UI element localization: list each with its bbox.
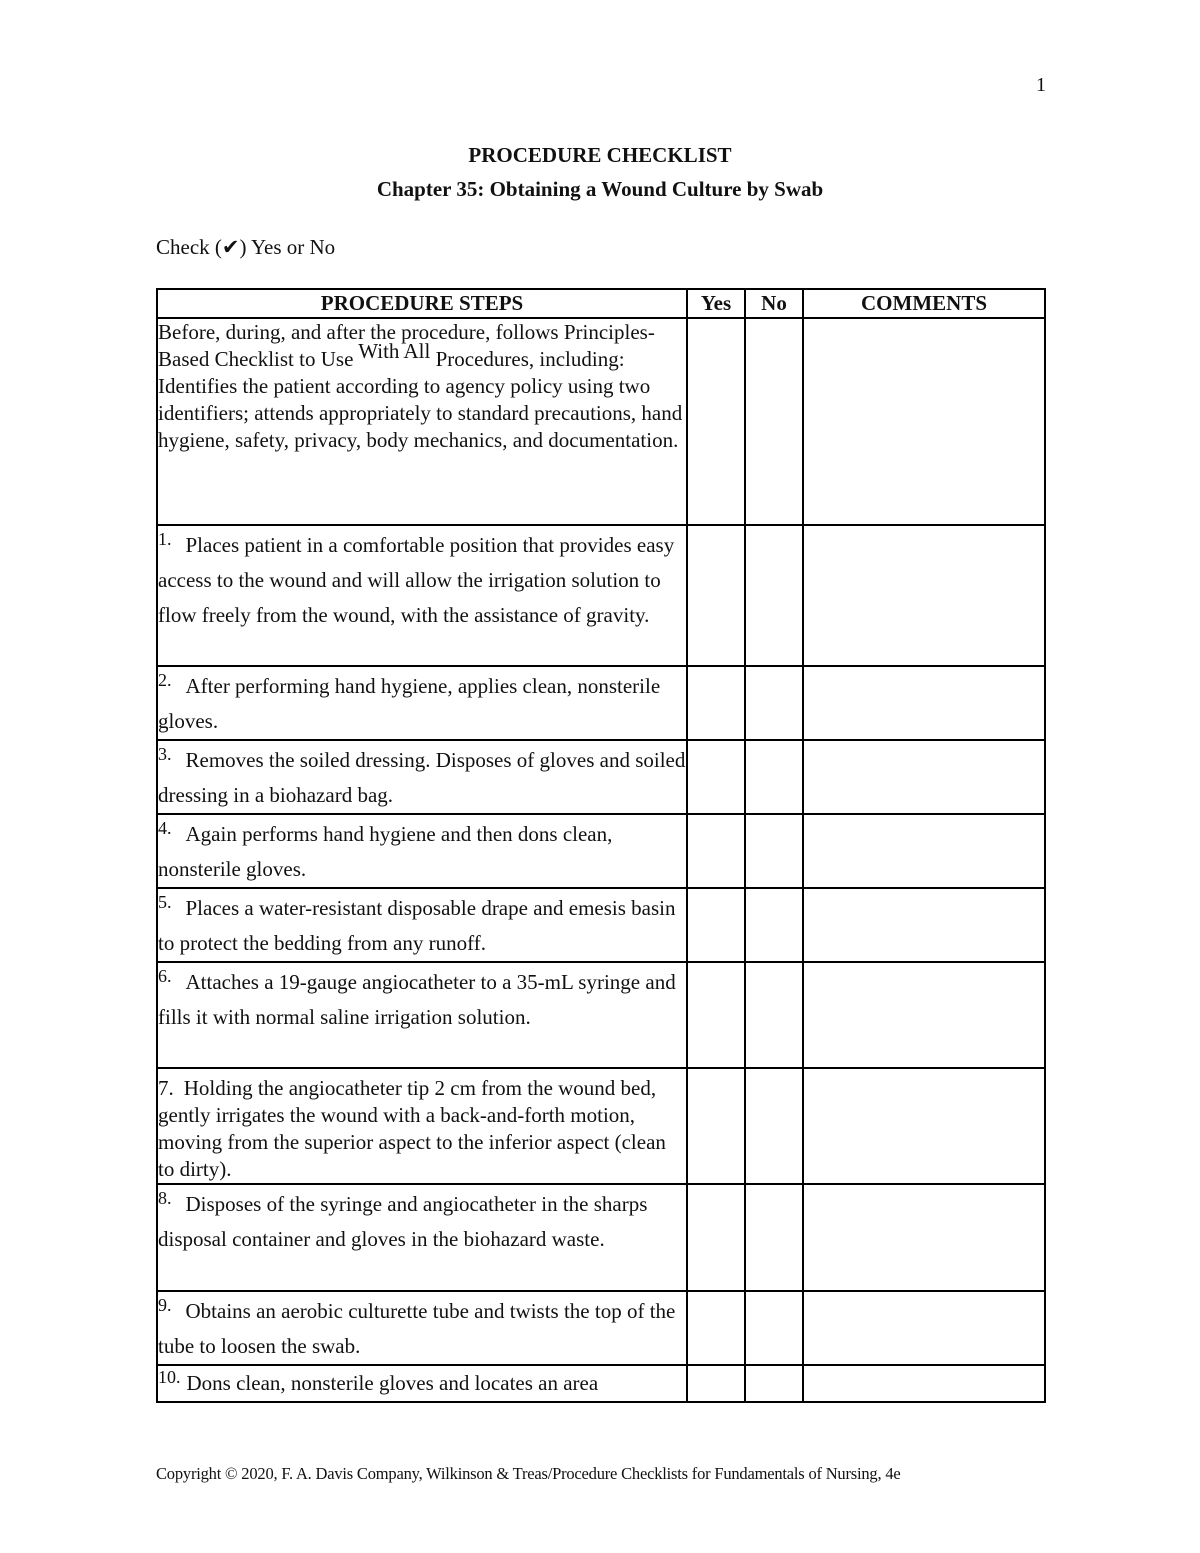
page-number: 1 (1036, 74, 1046, 96)
step-number: 4. (158, 818, 172, 838)
yes-checkbox-cell[interactable] (687, 525, 745, 666)
step-cell (157, 1365, 687, 1402)
table-row (157, 1365, 1045, 1402)
no-checkbox-cell[interactable] (745, 962, 803, 1068)
table-row (157, 740, 1045, 814)
step-cell (157, 962, 687, 1068)
step-text: Dons clean, nonsterile gloves and locates an area (186, 1371, 599, 1395)
comments-cell[interactable] (803, 888, 1045, 962)
table-row (157, 888, 1045, 962)
copyright-footer: Copyright © 2020, F. A. Davis Company, Wilkinson & Treas/Procedure Checklists for Fundamentals of Nursing, 4e (156, 1464, 901, 1483)
no-checkbox-cell[interactable] (745, 1184, 803, 1291)
table-row (157, 962, 1045, 1068)
no-checkbox-cell[interactable] (745, 318, 803, 525)
step-cell (157, 740, 687, 814)
intro-text-part3: Procedures, including: Identifies the patient according to agency policy using two identifiers; attends appropriately to standard precautions, hand hygiene, safety, privacy, body mechanics, and documentation. (158, 347, 683, 452)
no-checkbox-cell[interactable] (745, 888, 803, 962)
step-cell (157, 525, 687, 666)
page-title: PROCEDURE CHECKLIST (468, 143, 732, 167)
table-row (157, 525, 1045, 666)
table-row (157, 666, 1045, 740)
column-header-yes: Yes (687, 289, 745, 318)
check-instruction: Check (✔) Yes or No (156, 235, 336, 259)
step-cell (157, 814, 687, 888)
yes-checkbox-cell[interactable] (687, 318, 745, 525)
step-text: After performing hand hygiene, applies clean, nonsterile gloves. (158, 674, 661, 733)
comments-cell[interactable] (803, 1184, 1045, 1291)
table-row (157, 1291, 1045, 1365)
table-header-row (157, 289, 1045, 318)
step-cell (157, 1068, 687, 1184)
step-number: 2. (158, 670, 172, 690)
no-checkbox-cell[interactable] (745, 666, 803, 740)
step-number: 3. (158, 744, 172, 764)
step-cell (157, 666, 687, 740)
column-header-no: No (745, 289, 803, 318)
step-text: Holding the angiocatheter tip 2 cm from the wound bed, gently irrigates the wound with a back-and-forth motion, moving from the superior aspect to the inferior aspect (clean to dirty). (158, 1076, 666, 1181)
table-row (157, 1068, 1045, 1184)
step-text: Obtains an aerobic culturette tube and twists the top of the tube to loosen the swab. (158, 1299, 676, 1358)
procedure-checklist-table (156, 288, 1046, 1403)
no-checkbox-cell[interactable] (745, 1068, 803, 1184)
yes-checkbox-cell[interactable] (687, 1291, 745, 1365)
no-checkbox-cell[interactable] (745, 1291, 803, 1365)
step-number: 10. (158, 1367, 181, 1387)
step-number: 5. (158, 892, 172, 912)
table-row (157, 814, 1045, 888)
step-number: 8. (158, 1188, 172, 1208)
comments-cell[interactable] (803, 1365, 1045, 1402)
yes-checkbox-cell[interactable] (687, 1068, 745, 1184)
yes-checkbox-cell[interactable] (687, 1184, 745, 1291)
step-text: Again performs hand hygiene and then dons clean, nonsterile gloves. (158, 822, 613, 881)
comments-cell[interactable] (803, 666, 1045, 740)
comments-cell[interactable] (803, 1291, 1045, 1365)
step-text: Disposes of the syringe and angiocatheter in the sharps disposal container and gloves in the biohazard waste. (158, 1192, 648, 1251)
intro-text-part1: Before, during, and after the procedure, follows Principles-Based Checklist to Use (158, 320, 655, 371)
yes-checkbox-cell[interactable] (687, 1365, 745, 1402)
step-text: Attaches a 19-gauge angiocatheter to a 35-mL syringe and fills it with normal saline irrigation solution. (158, 970, 676, 1029)
step-text: Places patient in a comfortable position that provides easy access to the wound and will allow the irrigation solution to flow freely from the wound, with the assistance of gravity. (158, 533, 675, 627)
no-checkbox-cell[interactable] (745, 1365, 803, 1402)
table-row (157, 318, 1045, 525)
no-checkbox-cell[interactable] (745, 814, 803, 888)
no-checkbox-cell[interactable] (745, 525, 803, 666)
step-number: 6. (158, 966, 172, 986)
step-cell (157, 888, 687, 962)
table-row (157, 1184, 1045, 1291)
intro-step-text (157, 318, 687, 525)
yes-checkbox-cell[interactable] (687, 962, 745, 1068)
comments-cell[interactable] (803, 740, 1045, 814)
yes-checkbox-cell[interactable] (687, 740, 745, 814)
comments-cell[interactable] (803, 525, 1045, 666)
column-header-steps: PROCEDURE STEPS (157, 289, 687, 318)
column-header-comments: COMMENTS (803, 289, 1045, 318)
yes-checkbox-cell[interactable] (687, 888, 745, 962)
step-text: Removes the soiled dressing. Disposes of gloves and soiled dressing in a biohazard bag. (158, 748, 686, 807)
comments-cell[interactable] (803, 814, 1045, 888)
step-number: 1. (158, 529, 172, 549)
yes-checkbox-cell[interactable] (687, 666, 745, 740)
no-checkbox-cell[interactable] (745, 740, 803, 814)
comments-cell[interactable] (803, 962, 1045, 1068)
yes-checkbox-cell[interactable] (687, 814, 745, 888)
comments-cell[interactable] (803, 318, 1045, 525)
step-number: 7. (158, 1076, 174, 1100)
step-number: 9. (158, 1295, 172, 1315)
comments-cell[interactable] (803, 1068, 1045, 1184)
intro-text-part2: With All (358, 339, 431, 363)
chapter-subtitle: Chapter 35: Obtaining a Wound Culture by Swab (376, 177, 824, 201)
step-text: Places a water-resistant disposable drape and emesis basin to protect the bedding from any runoff. (158, 896, 676, 955)
step-cell (157, 1184, 687, 1291)
step-cell (157, 1291, 687, 1365)
